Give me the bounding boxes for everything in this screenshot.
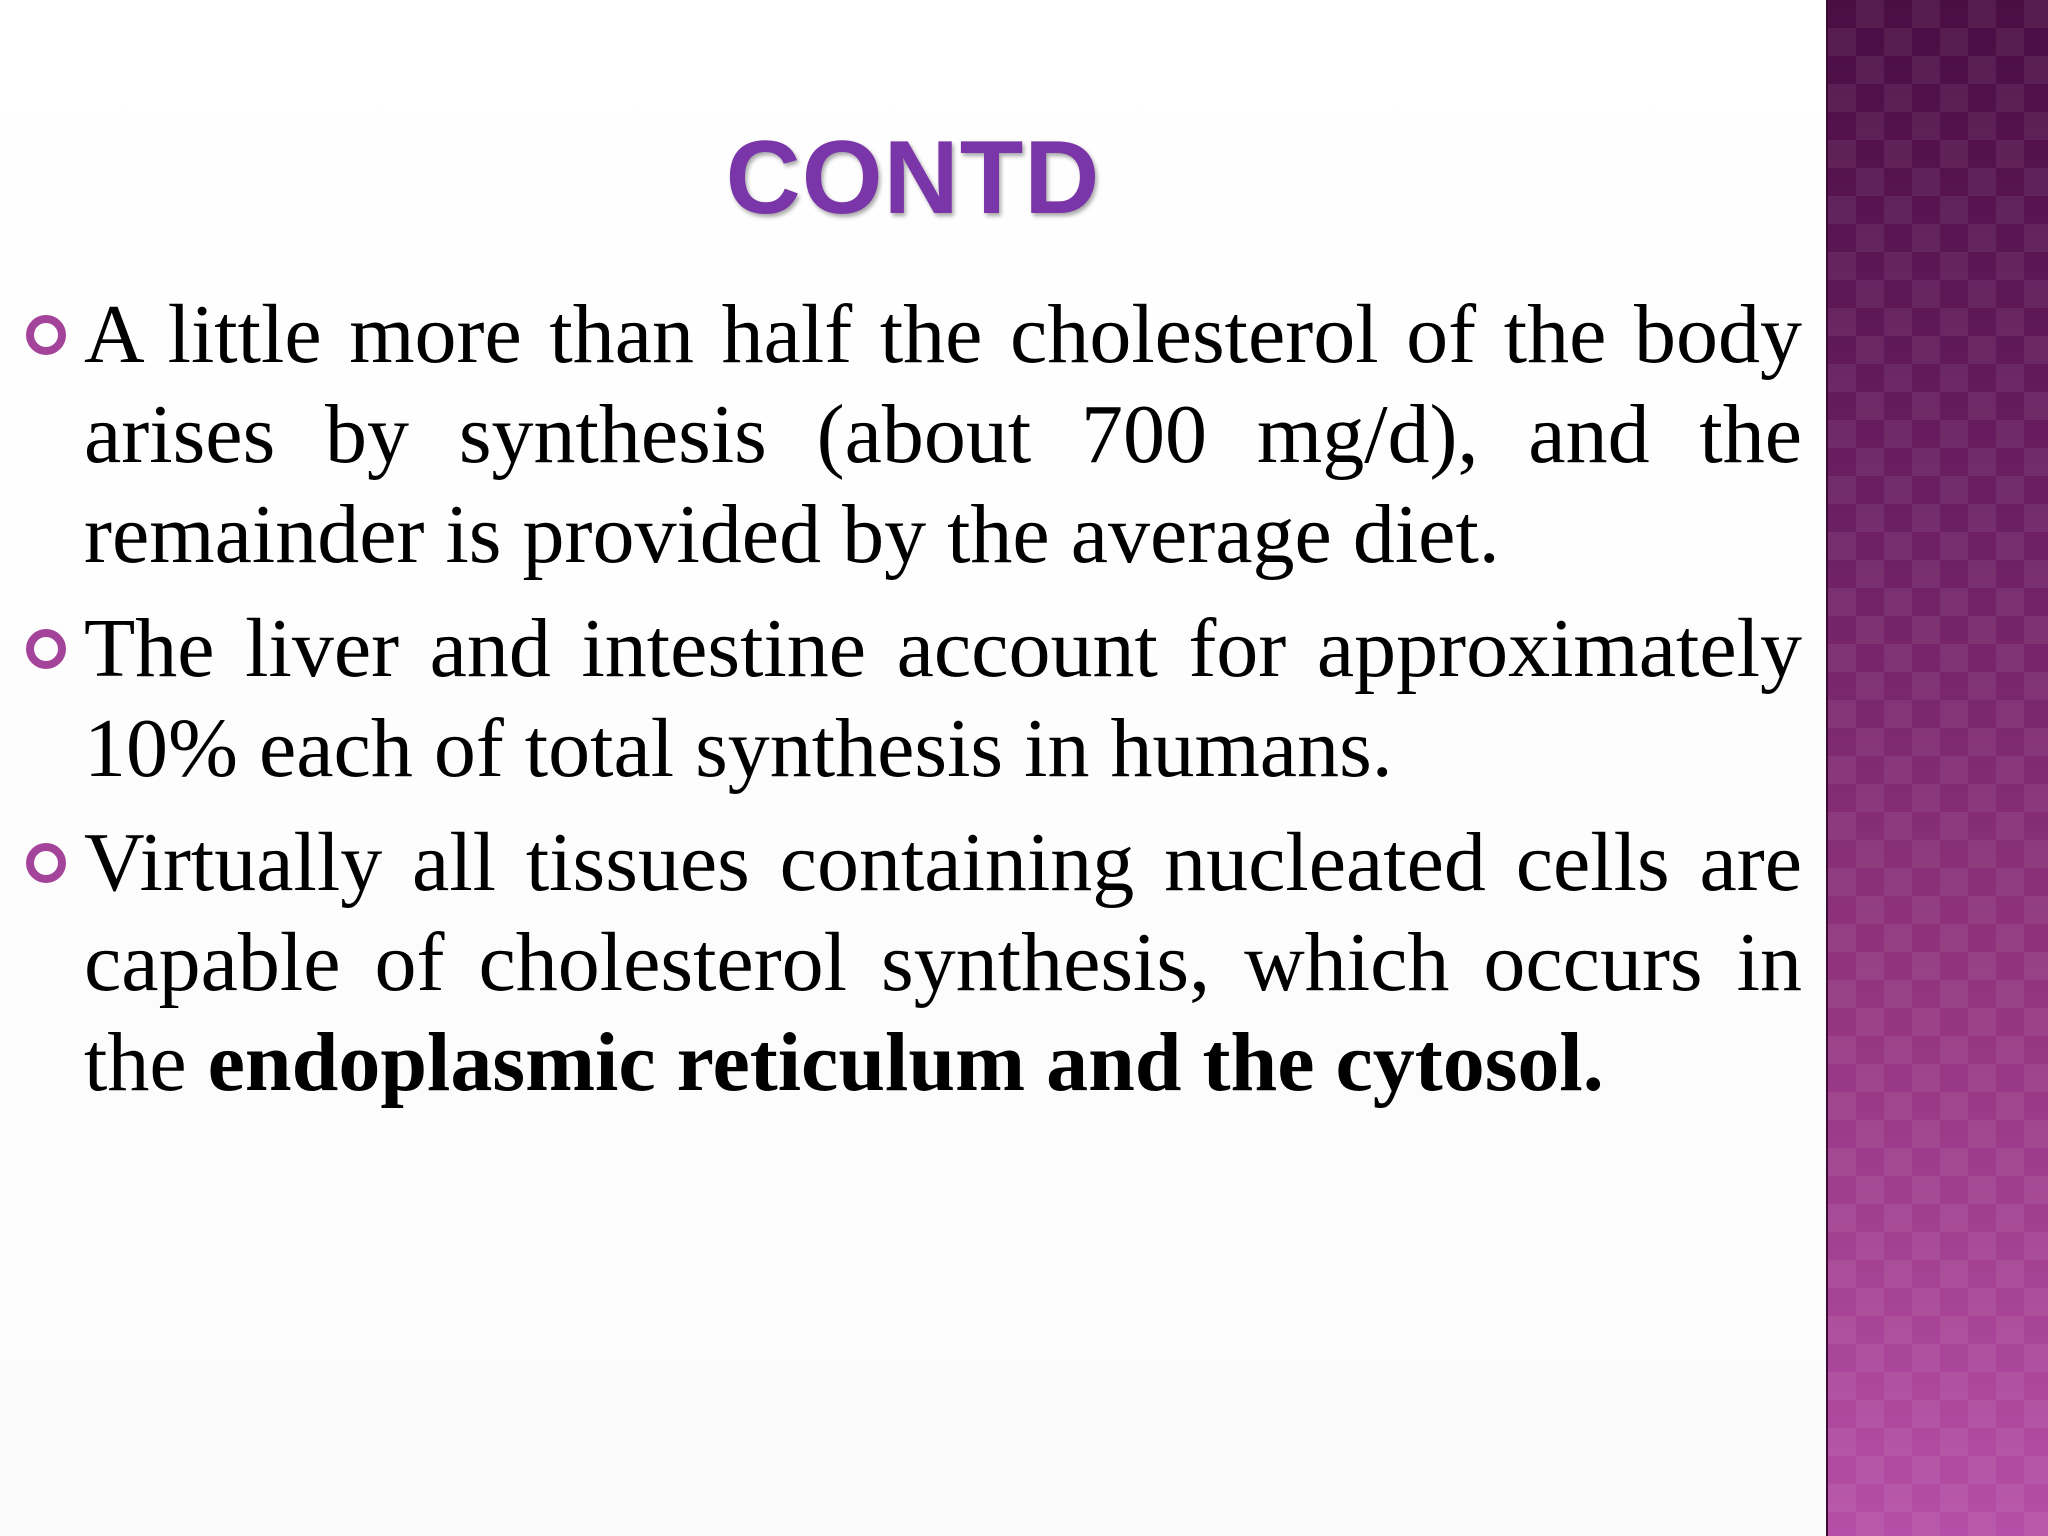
slide-title: CONTD — [725, 120, 1101, 236]
bullet-item — [22, 813, 1802, 1113]
bullet-text: Virtually all tissues containing nucleated cells are capable of cholesterol synthesis, which occurs in the — [84, 816, 1802, 1109]
ring-bullet-icon — [26, 315, 66, 355]
ring-bullet-icon — [26, 843, 66, 883]
bullet-text: A little more than half the cholesterol of the body arises by synthesis (about 700 mg/d), and the remainder is provided by the average diet. — [84, 288, 1802, 581]
bullet-text-bold: endoplasmic reticulum and the cytosol. — [207, 1016, 1604, 1109]
bullet-item — [22, 599, 1802, 799]
decorative-side-band — [1826, 0, 2048, 1536]
ring-bullet-icon — [26, 629, 66, 669]
bullet-text: The liver and intestine account for approximately 10% each of total synthesis in humans. — [84, 602, 1802, 795]
bullet-item — [22, 285, 1802, 585]
side-band-pattern — [1828, 0, 2048, 1536]
bullet-list — [22, 285, 1802, 1127]
